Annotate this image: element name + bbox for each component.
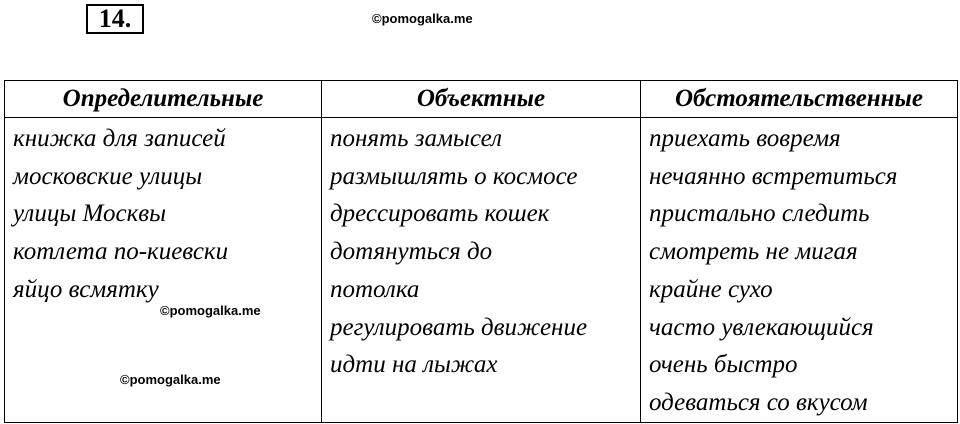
list-item: одеваться со вкусом: [649, 388, 868, 416]
list-item: понять замысел: [330, 125, 502, 152]
column-adverbial: [641, 118, 958, 423]
list-item: улицы Москвы: [13, 200, 167, 228]
list-item: дотянуться до: [330, 238, 493, 266]
watermark-top: ©pomogalka.me: [372, 11, 473, 26]
list-item: яйцо всмятку: [13, 275, 159, 303]
list-item: регулировать движение: [330, 313, 588, 341]
header-attributive: Определительные: [5, 81, 322, 118]
list-item: крайне сухо: [649, 275, 773, 303]
list-item: котлета по-киевски: [13, 238, 229, 266]
column-objective: [322, 118, 641, 423]
list-item: московские улицы: [13, 162, 203, 190]
list-item: часто увлекающийся: [649, 313, 874, 341]
list-item: нечаянно встретиться: [649, 162, 898, 190]
task-number: 14.: [86, 4, 144, 34]
header-adverbial: Обстоятельственные: [641, 81, 958, 118]
watermark-bottom: ©pomogalka.me: [120, 372, 221, 387]
list-item: приехать вовремя: [649, 125, 841, 152]
watermark-middle: ©pomogalka.me: [160, 303, 261, 318]
list-item: пристально следить: [649, 200, 870, 228]
list-item: потолка: [330, 275, 420, 303]
list-item: размышлять о космосе: [330, 162, 578, 190]
list-item: идти на лыжах: [330, 351, 498, 379]
header-row: [5, 81, 958, 118]
list-item: очень быстро: [649, 351, 798, 379]
list-item: дрессировать кошек: [330, 200, 550, 228]
header-objective: Объектные: [322, 81, 641, 118]
list-item: смотреть не мигая: [649, 238, 858, 266]
list-item: книжка для записей: [13, 125, 226, 152]
